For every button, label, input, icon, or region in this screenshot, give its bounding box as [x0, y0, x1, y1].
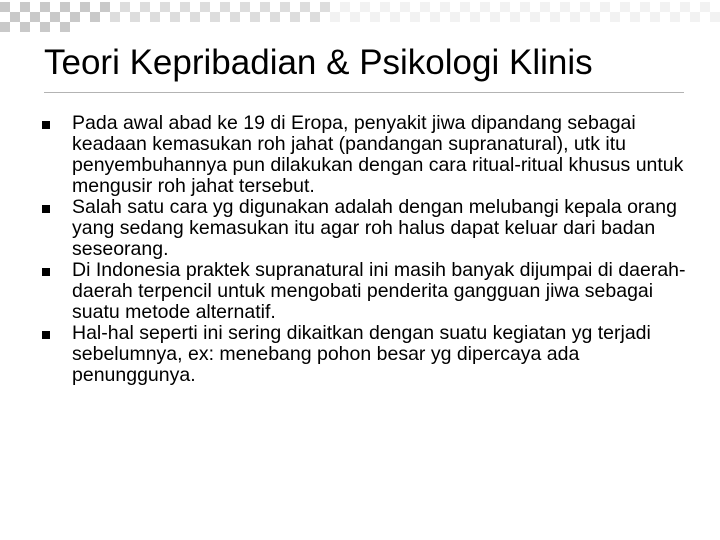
checker-cell [390, 12, 400, 22]
checker-cell [200, 2, 210, 12]
checker-cell [430, 12, 440, 22]
checker-cell [660, 2, 670, 12]
checker-cell [490, 12, 500, 22]
checker-cell [570, 12, 580, 22]
checker-cell [650, 12, 660, 22]
checker-cell [450, 12, 460, 22]
checker-cell [470, 12, 480, 22]
checker-cell [210, 12, 220, 22]
bullet-text: Di Indonesia praktek supranatural ini masih banyak dijumpai di daerah-daerah terpencil untuk mengobati penderita gangguan jiwa sebagai suatu metode alternatif. [72, 259, 686, 323]
checker-cell [60, 22, 70, 32]
checker-cell [640, 2, 650, 12]
checker-cell [240, 2, 250, 12]
square-bullet-icon [42, 205, 50, 213]
checker-cell [50, 12, 60, 22]
checker-cell [600, 2, 610, 12]
checker-cell [410, 12, 420, 22]
title-divider [44, 92, 684, 93]
checker-cell [500, 2, 510, 12]
checker-cell [20, 2, 30, 12]
checker-cell [670, 12, 680, 22]
checker-cell [630, 12, 640, 22]
checker-cell [100, 2, 110, 12]
checker-cell [190, 12, 200, 22]
checker-cell [0, 2, 10, 12]
checker-cell [360, 2, 370, 12]
checker-cell [160, 2, 170, 12]
square-bullet-icon [42, 268, 50, 276]
checker-cell [70, 12, 80, 22]
checker-cell [370, 12, 380, 22]
slide-title: Teori Kepribadian & Psikologi Klinis [44, 43, 593, 82]
checker-cell [300, 2, 310, 12]
checker-cell [290, 12, 300, 22]
checker-cell [250, 12, 260, 22]
checker-cell [280, 2, 290, 12]
checker-cell [20, 22, 30, 32]
checker-cell [550, 12, 560, 22]
checker-cell [440, 2, 450, 12]
checker-cell [130, 12, 140, 22]
checker-cell [350, 12, 360, 22]
square-bullet-icon [42, 121, 50, 129]
checker-cell [460, 2, 470, 12]
checker-cell [560, 2, 570, 12]
checker-cell [220, 2, 230, 12]
checker-cell [320, 2, 330, 12]
bullet-list [40, 113, 700, 386]
checker-cell [710, 12, 720, 22]
checker-cell [610, 12, 620, 22]
checker-cell [420, 2, 430, 12]
square-bullet-icon [42, 331, 50, 339]
checker-cell [330, 12, 340, 22]
bullet-text: Hal-hal seperti ini sering dikaitkan dengan suatu kegiatan yg terjadi sebelumnya, ex: menebang pohon besar yg dipercaya ada penunggunya. [72, 322, 651, 386]
checker-cell [40, 22, 50, 32]
checker-cell [90, 12, 100, 22]
checker-cell [0, 22, 10, 32]
checker-cell [340, 2, 350, 12]
checker-cell [310, 12, 320, 22]
checker-cell [690, 12, 700, 22]
bullet-text: Pada awal abad ke 19 di Eropa, penyakit jiwa dipandang sebagai keadaan kemasukan roh jahat (pandangan supranatural), utk itu penyembuhannya pun dilakukan dengan cara ritual-ritual khusus untuk mengusir roh jahat tersebut. [72, 112, 684, 197]
checker-cell [180, 2, 190, 12]
checker-cell [700, 2, 710, 12]
checker-cell [380, 2, 390, 12]
checker-cell [230, 12, 240, 22]
checker-cell [40, 2, 50, 12]
checker-cell [60, 2, 70, 12]
checker-pattern-decoration [0, 0, 720, 34]
checker-cell [270, 12, 280, 22]
bullet-item [40, 323, 700, 386]
checker-cell [30, 12, 40, 22]
checker-cell [400, 2, 410, 12]
checker-cell [120, 2, 130, 12]
checker-cell [260, 2, 270, 12]
checker-cell [680, 2, 690, 12]
checker-cell [80, 2, 90, 12]
checker-cell [140, 2, 150, 12]
bullet-item [40, 197, 700, 260]
checker-cell [510, 12, 520, 22]
checker-cell [620, 2, 630, 12]
bullet-text: Salah satu cara yg digunakan adalah dengan melubangi kepala orang yang sedang kemasukan itu agar roh halus dapat keluar dari badan seseorang. [72, 196, 677, 260]
checker-cell [150, 12, 160, 22]
checker-cell [580, 2, 590, 12]
checker-cell [110, 12, 120, 22]
bullet-item [40, 113, 700, 197]
bullet-item [40, 260, 700, 323]
checker-cell [10, 12, 20, 22]
checker-cell [540, 2, 550, 12]
checker-cell [590, 12, 600, 22]
checker-cell [480, 2, 490, 12]
checker-cell [170, 12, 180, 22]
checker-cell [520, 2, 530, 12]
checker-cell [530, 12, 540, 22]
